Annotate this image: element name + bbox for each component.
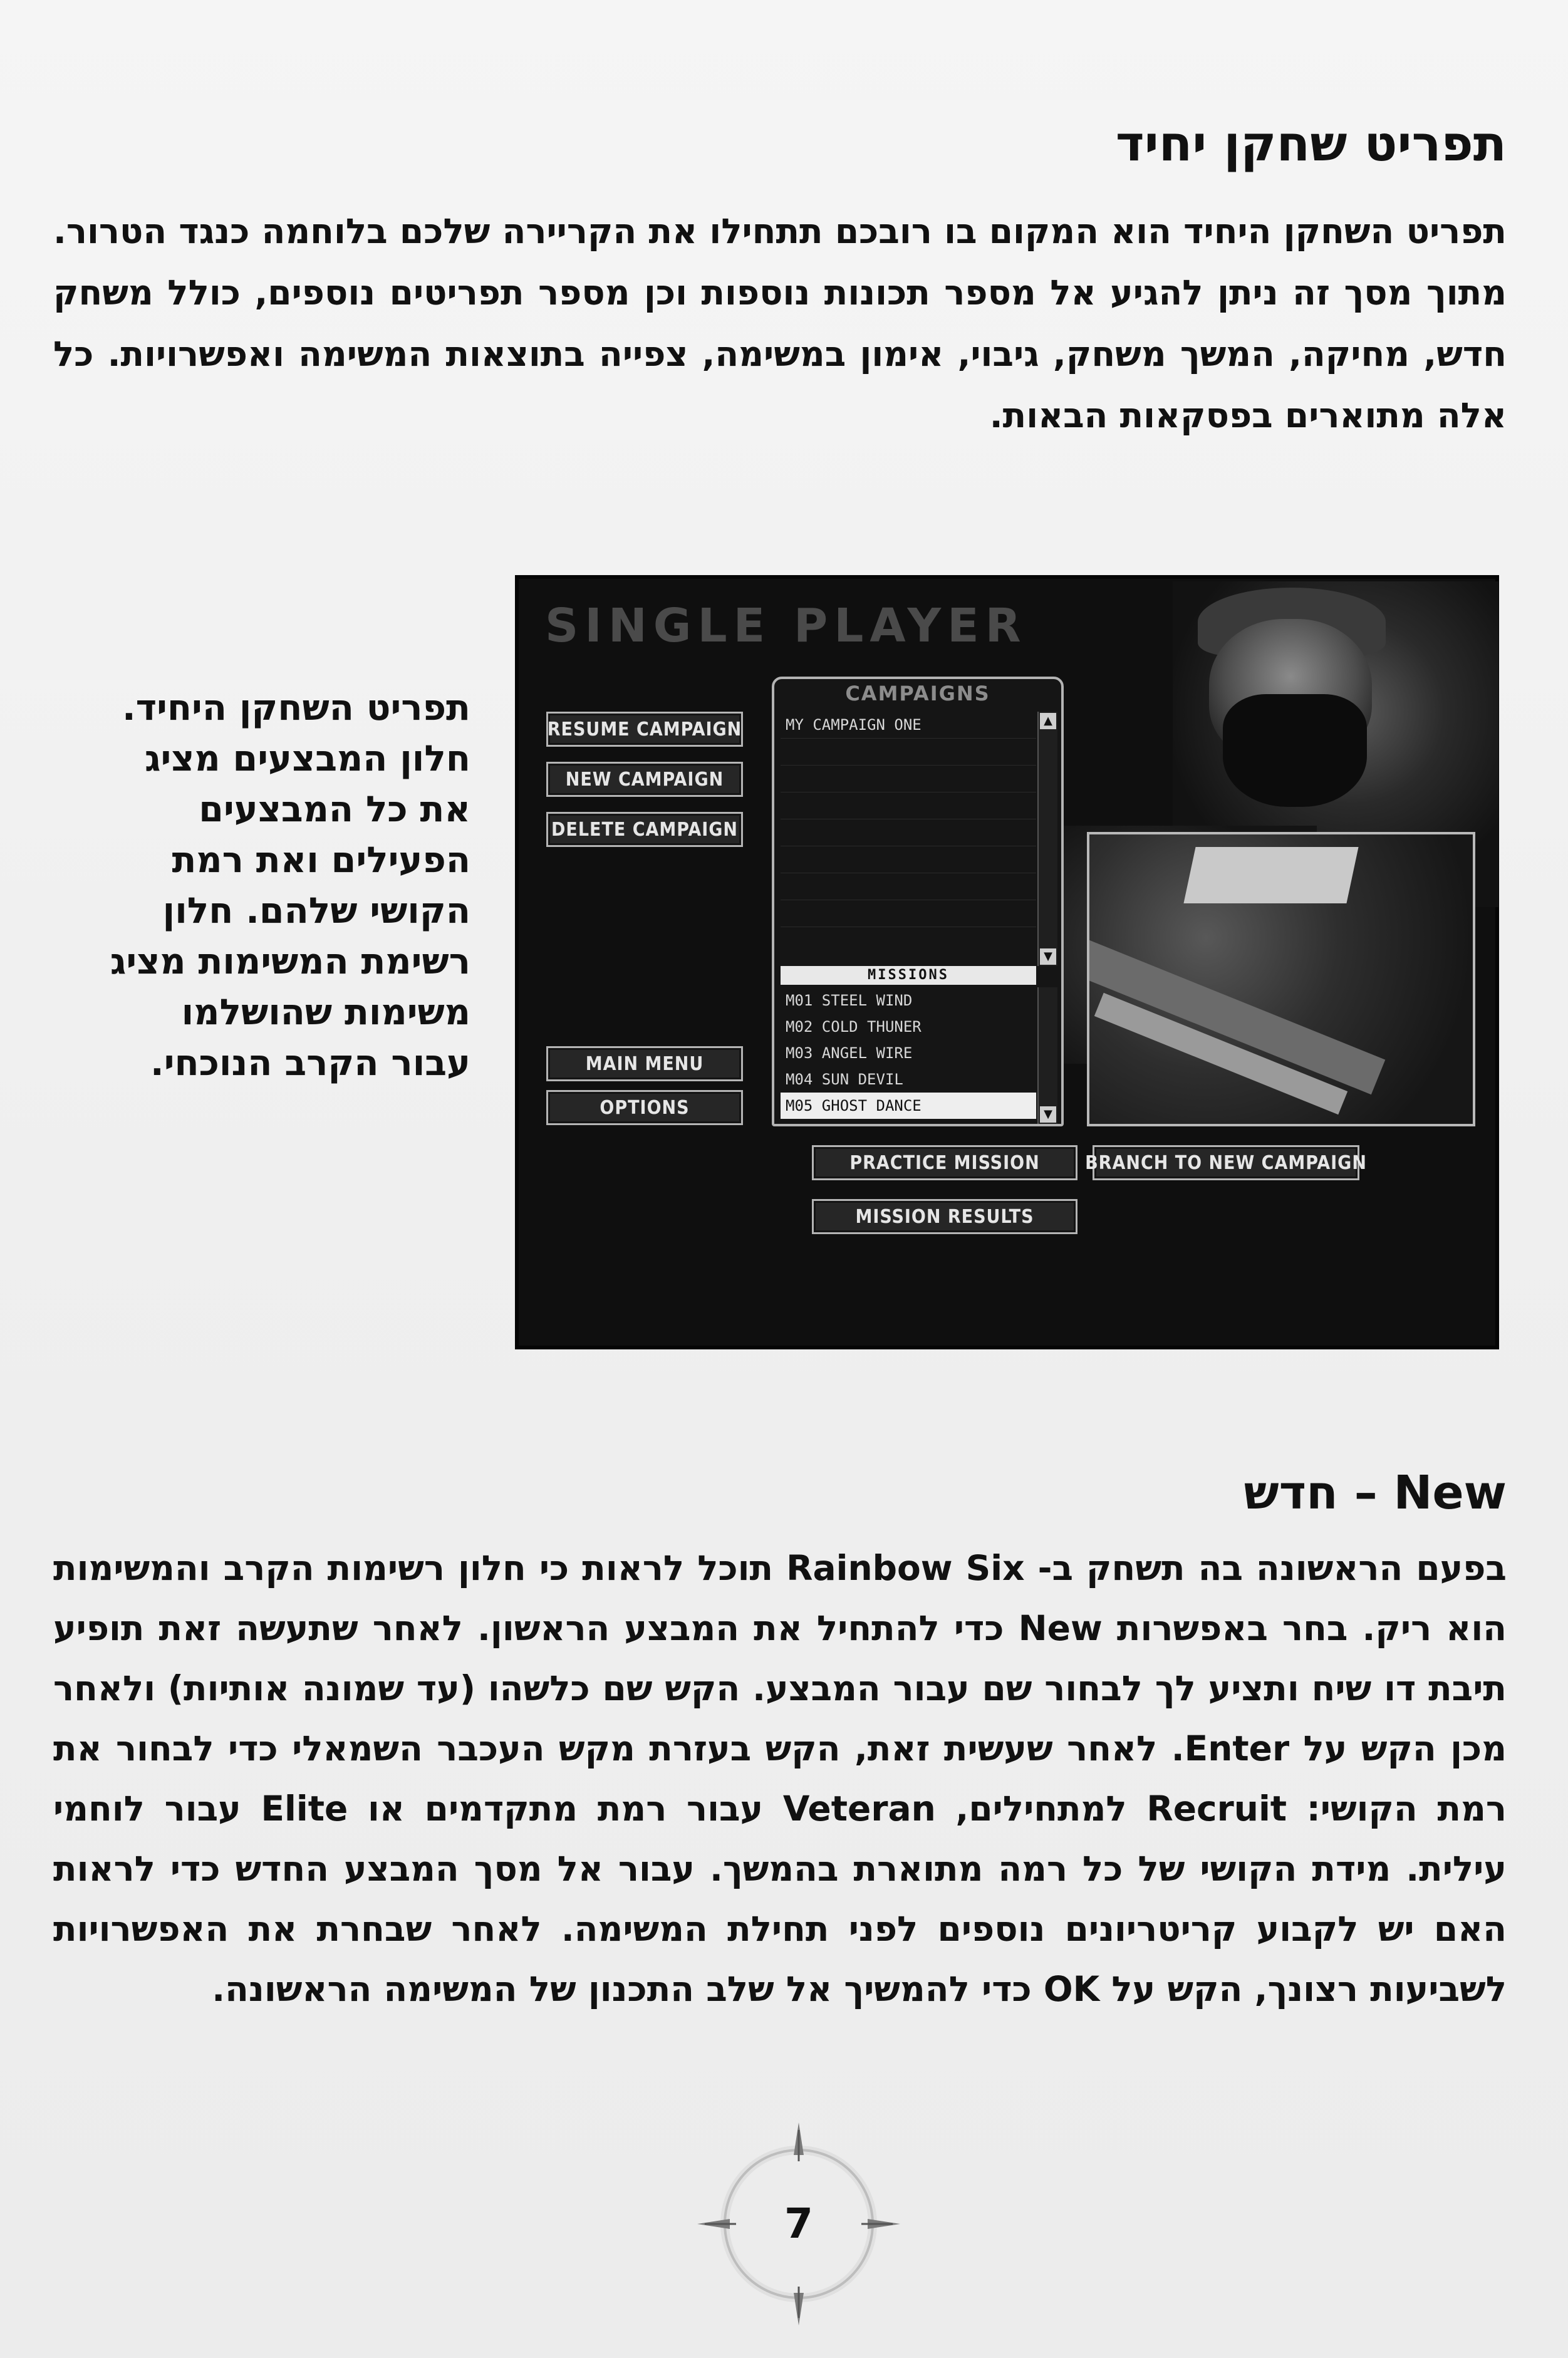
intro-paragraph: תפריט השחקן היחיד הוא המקום בו רובכם תתחילו את הקריירה שלכם בלוחמה כנגד הטרור. מתוך מסך זה ניתן להגיע אל מספר תכונות נוספות וכן מספר תפריטים נוספים, כולל משחק חדש, מחיקה, המשך משחק, גיבוי, אימון במשימה, צפייה בתוצאות המשימה ואפשרויות. כל אלה מתוארים בפסקאות הבאות.	[53, 211, 1507, 435]
campaign-empty-row	[781, 766, 1036, 792]
practice-mission-button[interactable]: PRACTICE MISSION	[812, 1145, 1077, 1180]
campaigns-header: CAMPAIGNS	[845, 682, 990, 705]
page-number: 7	[784, 2200, 813, 2248]
mission-item-selected[interactable]: M05 GHOST DANCE	[781, 1093, 1036, 1119]
campaigns-panel	[772, 677, 1064, 1126]
campaign-empty-row	[781, 739, 1036, 766]
mission-item[interactable]: M03 ANGEL WIRE	[786, 1044, 913, 1062]
campaign-empty-row	[781, 846, 1036, 873]
preview-object	[1183, 847, 1358, 903]
options-button[interactable]: OPTIONS	[546, 1090, 743, 1125]
mission-results-button[interactable]: MISSION RESULTS	[812, 1199, 1077, 1234]
scroll-down-icon[interactable]: ▼	[1040, 948, 1056, 965]
resume-campaign-button[interactable]: RESUME CAMPAIGN	[546, 712, 743, 747]
campaign-scrollbar[interactable]	[1037, 712, 1057, 966]
campaign-empty-row	[781, 792, 1036, 819]
new-campaign-button[interactable]: NEW CAMPAIGN	[546, 762, 743, 797]
mission-item[interactable]: M02 COLD THUNER	[786, 1018, 922, 1036]
scroll-up-icon[interactable]: ▲	[1040, 713, 1056, 729]
single-player-title: SINGLE PLAYER	[545, 599, 1027, 653]
missions-header: MISSIONS	[781, 966, 1036, 985]
mission-preview-image	[1087, 832, 1475, 1126]
campaign-list	[781, 712, 1036, 932]
mission-list	[781, 987, 1036, 1125]
campaign-item[interactable]: MY CAMPAIGN ONE	[781, 712, 1036, 739]
mission-scrollbar[interactable]	[1037, 987, 1057, 1124]
delete-campaign-button[interactable]: DELETE CAMPAIGN	[546, 812, 743, 847]
section-title-new: New – חדש	[1243, 1466, 1507, 1520]
mission-item[interactable]: M04 SUN DEVIL	[786, 1071, 903, 1088]
page-title: תפריט שחקן יחיד	[1115, 116, 1507, 172]
campaign-empty-row	[781, 873, 1036, 900]
campaign-empty-row	[781, 900, 1036, 927]
branch-to-new-campaign-button[interactable]: BRANCH TO NEW CAMPAIGN	[1093, 1145, 1359, 1180]
main-menu-button[interactable]: MAIN MENU	[546, 1046, 743, 1081]
new-section-paragraph: בפעם הראשונה בה תשחק ב- Rainbow Six תוכל לראות כי חלון רשימות הקרב והמשימות הוא ריק. בחר באפשרות New כדי להתחיל את המבצע הראשון. לאחר שתעשה זאת תופיע תיבת דו שיח ותציע לך לבחור שם עבור המבצע. הקש שם כלשהו (עד שמונה אותיות) ולאחר מכן הקש על Enter. לאחר שעשית זאת, הקש בעזרת מקש העכבר השמאלי כדי לבחור את רמת הקושי: Recruit למתחילים, Veteran עבור רמת מתקדמים או Elite עבור לוחמי עילית. מידת הקושי של כל רמה מתוארת בהמשך. עבור אל מסך המבצע החדש כדי לראות האם יש לקבוע קריטריונים נוספים לפני תחילת המשימה. לאחר שבחרת את האפשרויות לשביעות רצונך, הקש על OK כדי להמשיך אל שלב התכנון של המשימה הראשונה.	[53, 1548, 1507, 2009]
campaign-empty-row	[781, 819, 1036, 846]
scroll-down-icon[interactable]: ▼	[1040, 1106, 1056, 1123]
single-player-screenshot	[515, 575, 1499, 1349]
mission-item[interactable]: M01 STEEL WIND	[786, 992, 913, 1009]
soldier-mask	[1223, 694, 1367, 807]
screenshot-caption: תפריט השחקן היחיד. חלון המבצעים מציג את כל המבצעים הפעילים ואת רמת הקושי שלהם. חלון רשימת המשימות מציג משימות שהושלמו עבור הקרב הנוכחי.	[110, 687, 470, 1084]
